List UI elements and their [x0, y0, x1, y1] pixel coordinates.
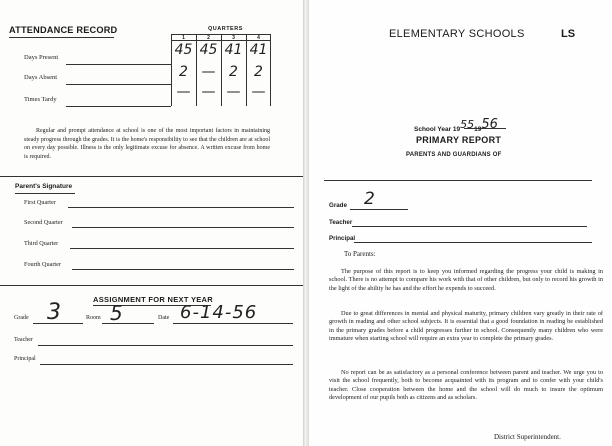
report-paragraph-3-text: No report can be as satisfactory as a personal conference between parent and teacher. We urge you to visit the school frequently, both to become acquainted with its program and to confer with your child's teacher. Close cooperation between the home and the school will do much to insure the optimum development of our pupils both as citizens and as scholars.	[329, 369, 603, 402]
days-absent-q1: 2	[179, 64, 188, 80]
principal-line[interactable]	[354, 242, 592, 243]
school-year-end: 56	[481, 117, 498, 132]
grade-value: 2	[364, 189, 375, 209]
days-absent-q4: 2	[254, 64, 263, 80]
quarter-number: 2	[207, 35, 210, 41]
teacher-label: Teacher	[329, 219, 353, 226]
days-present-label: Days Present	[24, 54, 59, 61]
days-present-line	[66, 64, 171, 65]
assignment-date-line	[173, 323, 293, 324]
section-divider	[0, 176, 303, 177]
signature-third-quarter-label: Third Quarter	[24, 240, 59, 247]
days-present-q2: 45	[199, 42, 218, 58]
signature-title: Parent's Signature	[15, 183, 73, 190]
report-paragraph-2-text: Due to great differences in mental and physical maturity, primary children vary greatly in their rate of growth in reading and other school subjects. It is essential that a good foundation in reading be established in the primary grades before a child progresses further in school. Consequently many children who were immature when starting school will require an extra year to complete the primary grades.	[329, 310, 603, 343]
attendance-grid	[171, 34, 271, 106]
days-absent-q2: —	[201, 64, 216, 80]
assignment-teacher-label: Teacher	[14, 337, 33, 343]
grade-label: Grade	[329, 202, 347, 209]
days-present-q3: 41	[224, 42, 243, 58]
assignment-teacher-line[interactable]	[38, 345, 293, 346]
times-tardy-line	[66, 106, 171, 107]
corner-code: LS	[561, 28, 576, 40]
days-present-q1: 45	[174, 42, 193, 58]
attendance-title-underline	[9, 37, 114, 38]
attendance-paragraph	[24, 127, 270, 161]
school-year-mid: 19	[474, 126, 482, 133]
school-year-start: 55	[460, 118, 475, 131]
signature-first-quarter-line[interactable]	[68, 207, 294, 208]
assignment-grade-label: Grade	[14, 315, 29, 321]
report-paragraph-2	[329, 310, 603, 344]
signature-fourth-quarter-line[interactable]	[72, 269, 294, 270]
assignment-principal-line[interactable]	[40, 364, 293, 365]
to-parents-heading: To Parents:	[344, 250, 376, 258]
times-tardy-label: Times Tardy	[24, 96, 57, 103]
school-title: ELEMENTARY SCHOOLS	[389, 28, 525, 40]
assignment-date-value: 6-14-56	[180, 302, 258, 323]
assignment-room-label: Room	[86, 315, 101, 321]
assignment-room-value: 5	[110, 301, 123, 325]
quarter-number: 4	[257, 35, 260, 41]
signature-title-underline	[15, 193, 75, 194]
right-page	[309, 0, 612, 446]
days-absent-q3: 2	[229, 64, 238, 80]
school-year-prefix: School Year 19	[414, 126, 461, 133]
days-present-q4: 41	[249, 42, 268, 58]
quarter-number: 1	[182, 35, 185, 41]
assignment-grade-value: 3	[47, 300, 61, 325]
signature-fourth-quarter-label: Fourth Quarter	[24, 261, 61, 268]
district-superintendent-signoff: District Superintendent.	[494, 433, 561, 441]
report-paragraph-1	[329, 268, 603, 293]
tardy-q3: —	[226, 84, 241, 100]
signature-third-quarter-line[interactable]	[70, 248, 294, 249]
assignment-principal-label: Principal	[14, 356, 36, 362]
assignment-title: ASSIGNMENT FOR NEXT YEAR	[93, 295, 213, 304]
report-paragraph-3	[329, 369, 603, 403]
quarters-label: QUARTERS	[208, 26, 243, 32]
section-divider	[0, 285, 303, 286]
school-year-line	[464, 128, 506, 129]
attendance-paragraph-text: Regular and prompt attendance at school is one of the most important factors in maintaining steady progress through the grades. It is the home's responsibility to see that the children are at school on every day possible. Illness is the only legitimate excuse for absence. A written excuse from home is required.	[24, 128, 270, 160]
days-absent-line	[66, 84, 171, 85]
grade-line	[350, 209, 408, 210]
report-title: PRIMARY REPORT	[416, 135, 502, 145]
teacher-line[interactable]	[352, 226, 587, 227]
signature-second-quarter-label: Second Quarter	[24, 219, 63, 226]
days-absent-label: Days Absent	[24, 74, 58, 81]
signature-second-quarter-line[interactable]	[72, 227, 294, 228]
tardy-q4: —	[251, 84, 266, 100]
report-paragraph-1-text: The purpose of this report is to keep you informed regarding the progress your child is making in school. There is no attempt to compare his work with that of other children, but only to record his growth in the light of the ability he has and the effort he expends to succeed.	[329, 268, 603, 292]
quarter-number: 3	[232, 35, 235, 41]
tardy-q2: —	[201, 84, 216, 100]
parents-guardians-label: PARENTS AND GUARDIANS OF	[406, 152, 502, 158]
attendance-title: ATTENDANCE RECORD	[9, 25, 118, 35]
tardy-q1: —	[176, 84, 191, 100]
student-name-line[interactable]	[324, 180, 592, 181]
assignment-date-label: Date	[158, 315, 170, 321]
principal-label: Principal	[329, 235, 356, 242]
left-page	[0, 0, 303, 446]
signature-first-quarter-label: First Quarter	[24, 199, 56, 206]
